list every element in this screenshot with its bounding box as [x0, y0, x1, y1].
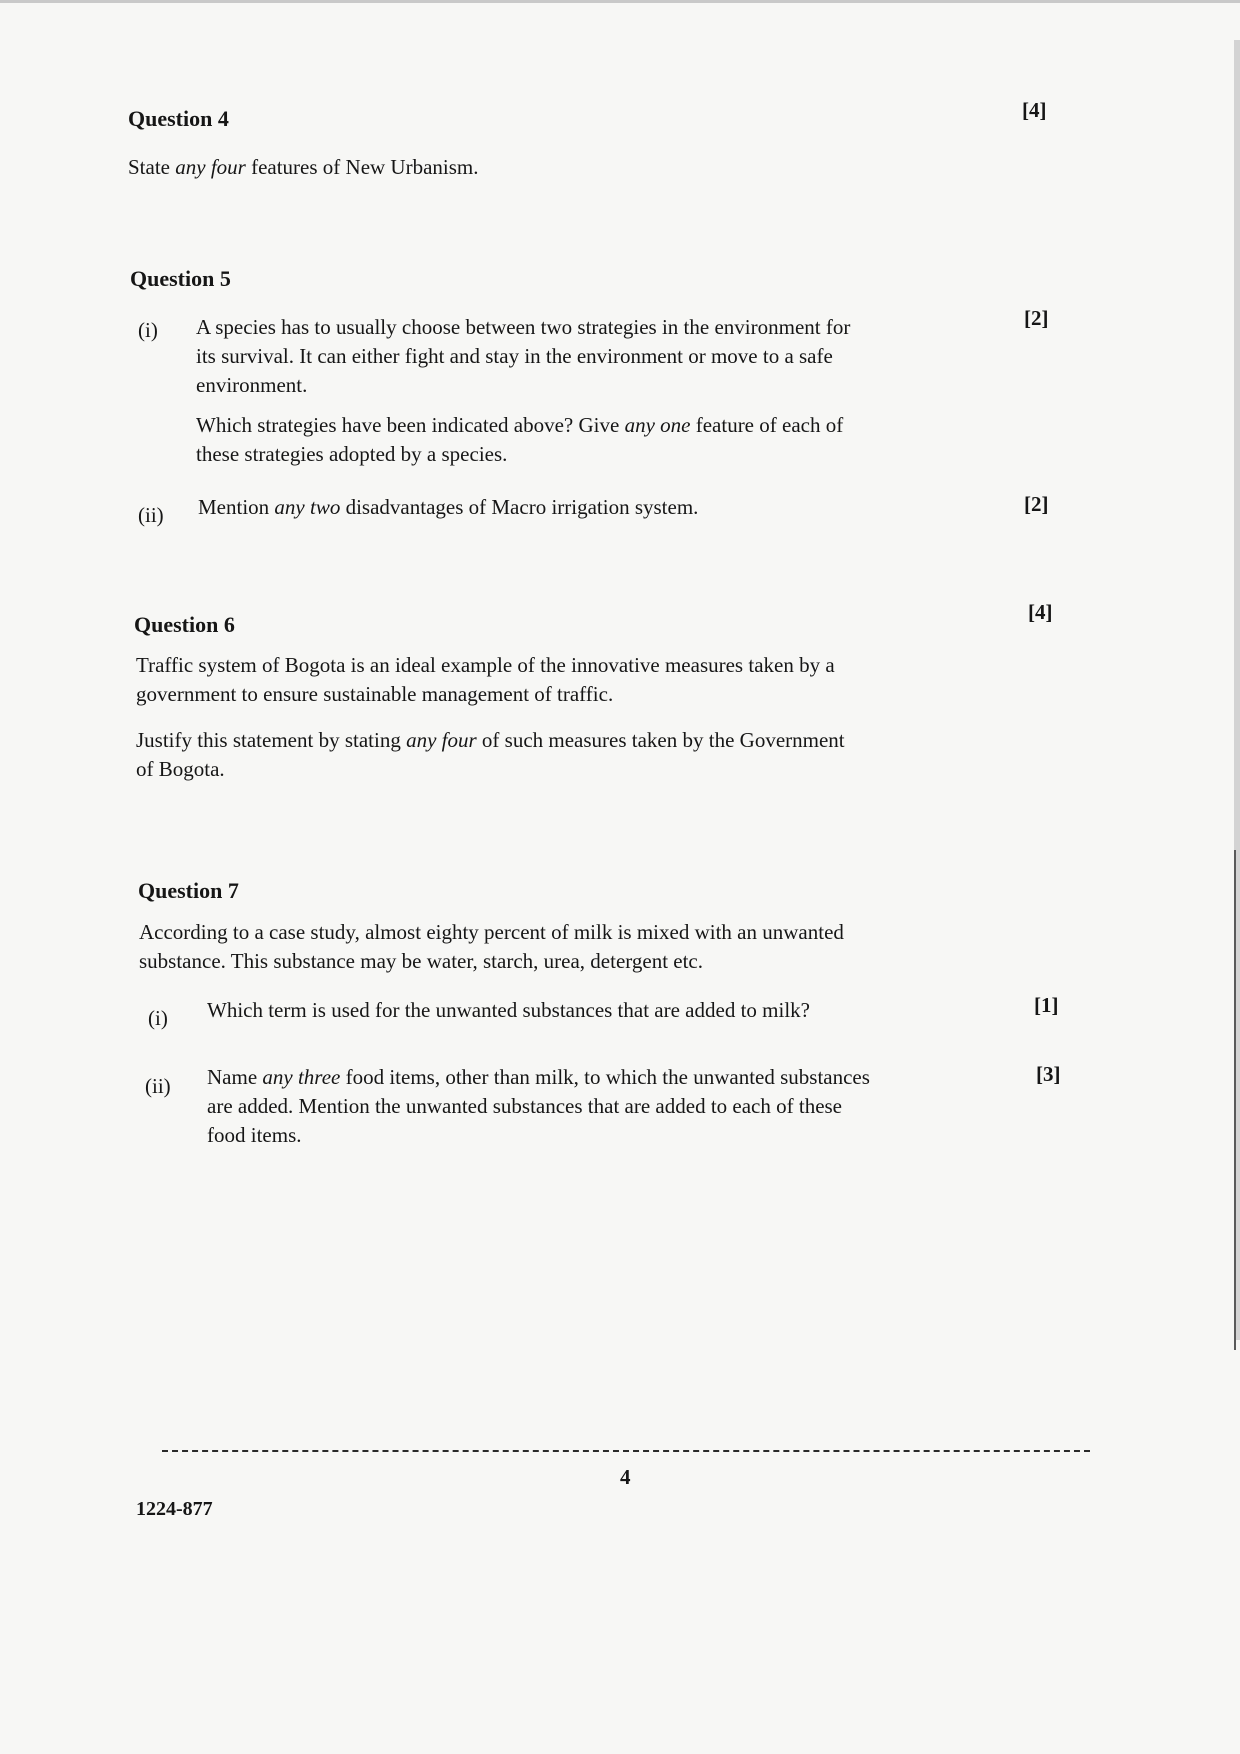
question-6-question-post: of such measures taken by the Government [476, 728, 845, 752]
question-7-heading: Question 7 [138, 878, 239, 903]
question-6-question-emphasis: any four [406, 728, 477, 752]
paper-code: 1224-877 [136, 1498, 213, 1520]
question-5-part-i-line-2: its survival. It can either fight and stay in the environment or move to a safe [196, 344, 833, 368]
question-5-heading: Question 5 [130, 266, 231, 291]
question-4-marks: [4] [1022, 98, 1047, 122]
top-border [0, 0, 1240, 3]
question-5-part-ii-marks: [2] [1024, 492, 1049, 516]
question-5-part-i-marks: [2] [1024, 306, 1049, 330]
question-7-part-ii-marks: [3] [1036, 1062, 1061, 1086]
question-5-part-ii-number: (ii) [138, 503, 164, 527]
question-7-part-i-marks: [1] [1034, 993, 1059, 1017]
question-7-part-i-number: (i) [148, 1006, 168, 1030]
question-5-part-i-line-1: A species has to usually choose between two strategies in the environment for [196, 315, 851, 339]
question-5-part-i-question-post: feature of each of [690, 413, 844, 437]
question-5-part-i-question-emphasis: any one [624, 413, 691, 437]
question-6-question-line-2: of Bogota. [136, 757, 225, 781]
footer-divider [162, 1450, 1090, 1452]
question-7-part-ii-line-3: food items. [207, 1123, 302, 1147]
question-5-part-i-number: (i) [138, 318, 158, 342]
question-7-part-ii-emphasis: any three [262, 1065, 341, 1089]
question-5-part-i-question-line-2: these strategies adopted by a species. [196, 442, 508, 466]
question-6-question-line-1 [136, 726, 845, 755]
question-5-part-i-line-3: environment. [196, 373, 308, 397]
question-7-intro-line-2: substance. This substance may be water, starch, urea, detergent etc. [139, 949, 704, 973]
question-7-part-ii-line-2: are added. Mention the unwanted substances that are added to each of these [207, 1094, 843, 1118]
question-4-text-post: features of New Urbanism. [245, 155, 479, 179]
question-6-question-pre: Justify this statement by stating [136, 728, 407, 752]
question-5-part-i-question-line-1 [196, 411, 843, 440]
question-6-heading: Question 6 [134, 612, 235, 637]
scan-edge-shadow [1234, 850, 1236, 1350]
question-4-text-emphasis: any four [175, 155, 246, 179]
page-number: 4 [620, 1465, 631, 1489]
question-4-text [128, 153, 479, 182]
question-6-marks: [4] [1028, 600, 1053, 624]
question-6-intro-line-2: government to ensure sustainable management of traffic. [136, 682, 614, 706]
question-5-part-ii-post: disadvantages of Macro irrigation system. [340, 495, 699, 519]
question-7-part-ii-pre: Name [207, 1065, 263, 1089]
question-4-text-pre: State [128, 155, 176, 179]
question-6-intro-line-1: Traffic system of Bogota is an ideal example of the innovative measures taken by a [136, 653, 835, 677]
question-5-part-ii-emphasis: any two [274, 495, 341, 519]
question-7-part-i-text: Which term is used for the unwanted substances that are added to milk? [207, 998, 810, 1022]
question-5-part-ii-pre: Mention [198, 495, 275, 519]
question-7-part-ii-number: (ii) [145, 1074, 171, 1098]
question-5-part-ii-text [198, 493, 698, 522]
question-7-intro-line-1: According to a case study, almost eighty percent of milk is mixed with an unwanted [139, 920, 844, 944]
question-5-part-i-question-pre: Which strategies have been indicated above? Give [196, 413, 625, 437]
question-4-heading: Question 4 [128, 106, 229, 131]
question-7-part-ii-post: food items, other than milk, to which the unwanted substances [340, 1065, 870, 1089]
question-7-part-ii-line-1 [207, 1063, 870, 1092]
